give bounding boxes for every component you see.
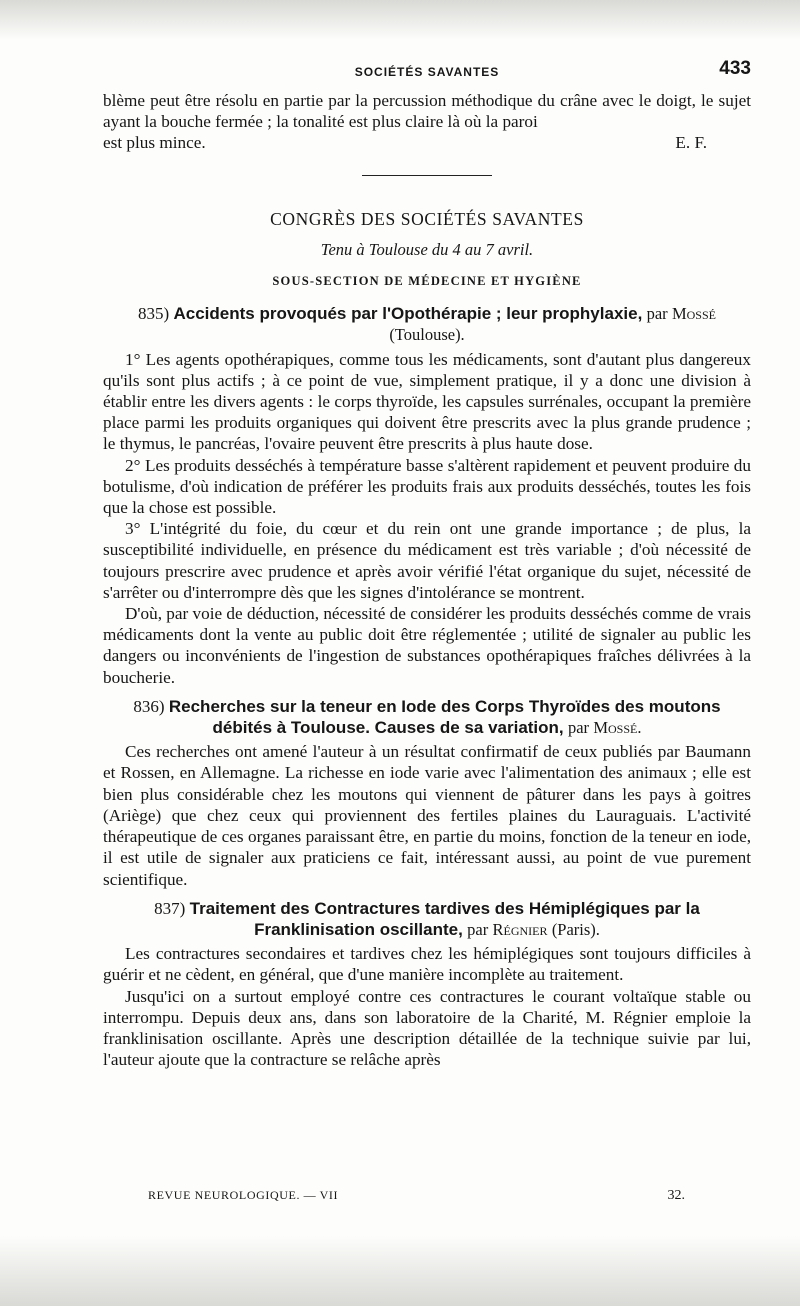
section-title: CONGRÈS DES SOCIÉTÉS SAVANTES bbox=[270, 208, 584, 229]
entry-paragraph: 1° Les agents opothérapiques, comme tous les médicaments, sont d'autant plus dangereux qu'ils sont plus actifs ; à ce point de vue, simplement pratique, il y a donc une division à établir entre les divers agents : le corps thyroïde, les capsules surrénales, occupant la première place parmi les produits organiques qui doivent être prescrits avec la plus grande prudence ; le thymus, le pancréas, l'ovaire peuvent être prescrits à plus haute dose. bbox=[103, 349, 751, 454]
entry-835 bbox=[103, 303, 751, 688]
entry-by: par bbox=[567, 718, 590, 738]
entry-heading bbox=[103, 303, 751, 345]
page-body bbox=[103, 58, 751, 1070]
entry-heading bbox=[103, 696, 751, 738]
running-title: SOCIÉTÉS SAVANTES bbox=[354, 65, 500, 79]
entry-location: (Toulouse). bbox=[389, 325, 465, 345]
entry-author: Mossé. bbox=[593, 718, 642, 738]
entry-paragraph: Les contractures secondaires et tardives chez les hémiplégiques sont toujours difficiles à guérir et ne cèdent, en général, que d'une manière incomplète au traitement. bbox=[103, 944, 751, 985]
page-footer bbox=[148, 1188, 685, 1204]
page-number: 433 bbox=[719, 58, 751, 79]
entry-heading bbox=[103, 898, 751, 940]
entry-paragraph: Ces recherches ont amené l'auteur à un résultat confirmatif de ceux publiés par Baumann et Rossen, en Allemagne. La richesse en iode varie avec l'alimentation des animaux ; elle est bien plus considérable chez les moutons qui viennent de pâturer dans les pays à goitres (Ariège) que chez ceux qui proviennent des fertiles plaines du Lauraguais. L'activité thérapeutique de ces organes paraissant être, en partie du moins, fonction de la teneur en iode, il est utile de signaler aux praticiens ce fait, intéressant aussi, au point de vue purement scientifique. bbox=[103, 742, 751, 889]
entry-by: par bbox=[467, 919, 489, 939]
entry-number: 836) bbox=[133, 696, 165, 716]
entry-number: 837) bbox=[154, 898, 186, 918]
lead-last-line-text: est plus mince. bbox=[103, 133, 206, 153]
entry-paragraph: 2° Les produits desséchés à température basse s'altèrent rapidement et peuvent produire du botulisme, d'où indication de préférer les produits frais aux produits desséchés, toutes les fois que la chose est possible. bbox=[103, 455, 751, 518]
entry-837 bbox=[103, 898, 751, 1071]
entry-paragraph: Jusqu'ici on a surtout employé contre ces contractures le courant voltaïque stable ou interrompu. Depuis deux ans, dans son laboratoire de la Charité, M. Régnier emploie la franklinisation oscillante. Après une description détaillée de la technique suivie par lui, l'auteur ajoute que la contracture se relâche après bbox=[103, 986, 751, 1070]
subsection-title: SOUS-SECTION DE MÉDECINE ET HYGIÈNE bbox=[272, 274, 582, 289]
entry-by: par bbox=[646, 304, 668, 324]
section-divider bbox=[362, 175, 492, 176]
footer-signature-mark: 32. bbox=[667, 1188, 685, 1203]
entry-title: Traitement des Contractures tardives des Hémiplégiques par la Franklinisation oscillante, bbox=[189, 898, 700, 939]
scan-shadow-bottom bbox=[0, 1236, 800, 1306]
entry-author: Régnier bbox=[492, 919, 548, 939]
scan-shadow-top bbox=[0, 0, 800, 40]
section-subtitle: Tenu à Toulouse du 4 au 7 avril. bbox=[320, 239, 534, 259]
entry-836 bbox=[103, 696, 751, 890]
entry-number: 835) bbox=[138, 304, 170, 324]
entry-location: (Paris). bbox=[551, 919, 600, 939]
entry-paragraph: D'où, par voie de déduction, nécessité de considérer les produits desséchés comme de vrais médicaments dont la vente au public doit être réglementée ; utilité de signaler au public les dangers ou inconvénients de l'ingestion de substances opothérapiques fraîches délivrées à la boucherie. bbox=[103, 604, 751, 687]
entry-title: Accidents provoqués par l'Opothérapie ; leur prophylaxie, bbox=[173, 304, 643, 324]
footer-journal: REVUE NEUROLOGIQUE. — VII bbox=[148, 1188, 339, 1202]
lead-last-line bbox=[103, 132, 751, 153]
lead-signature: E. F. bbox=[675, 133, 707, 153]
entry-author: Mossé bbox=[671, 304, 716, 324]
running-header bbox=[103, 58, 751, 82]
entry-title: Recherches sur la teneur en Iode des Corps Thyroïdes des moutons débités à Toulouse. Causes de sa variation, bbox=[168, 696, 721, 738]
entry-paragraph: 3° L'intégrité du foie, du cœur et du rein ont une grande importance ; de plus, la susceptibilité individuelle, en présence du médicament est très variable ; d'où nécessité de toujours prescrire avec prudence et après avoir vérifié l'état organique du sujet, nécessité de s'arrêter ou d'interrompre dès que les signes d'intolérance se montrent. bbox=[103, 519, 751, 602]
lead-paragraph: blème peut être résolu en partie par la percussion méthodique du crâne avec le doigt, le sujet ayant la bouche fermée ; la tonalité est plus claire là où la paroi bbox=[103, 91, 751, 132]
